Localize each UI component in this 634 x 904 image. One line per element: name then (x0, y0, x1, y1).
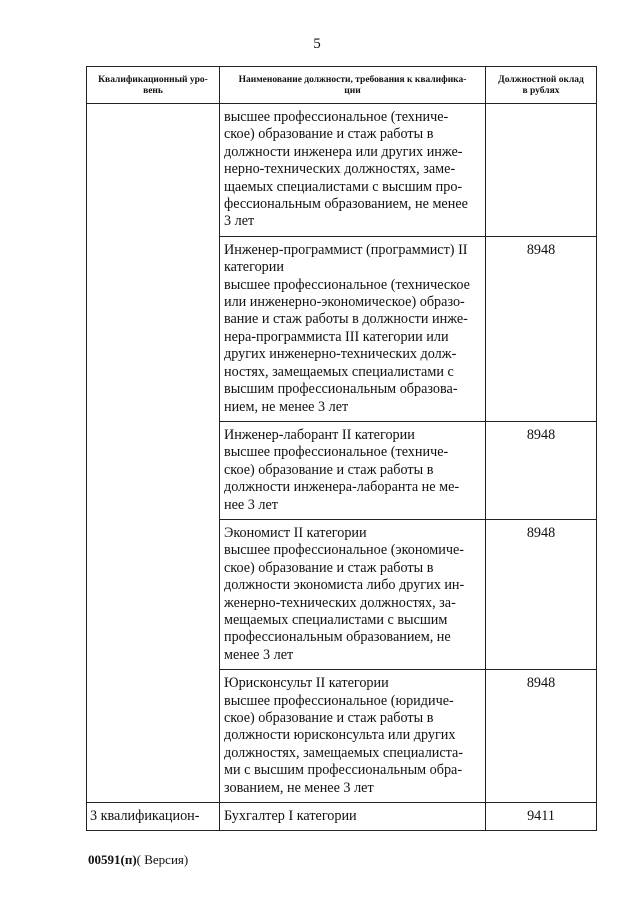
document-footer (88, 852, 188, 868)
requirement-text-line: фессиональным образованием, не менее (224, 196, 468, 213)
requirement-text-line: Бухгалтер I категории (224, 808, 357, 825)
table-row (87, 104, 597, 237)
requirement-text-line: менее 3 лет (224, 646, 294, 663)
salary-cell: 8948 (486, 519, 597, 669)
requirement-text-line: нием, не менее 3 лет (224, 398, 349, 415)
requirement-text-line: высшее профессиональное (техническое (224, 276, 470, 293)
requirement-text-line: Инженер-лаборант II категории (224, 426, 415, 443)
requirement-text-line: женерно-технических должностях, за- (224, 594, 456, 611)
requirements-cell (220, 236, 486, 421)
requirement-text-line: мещаемых специалистами с высшим (224, 611, 448, 628)
level-cell: 3 квалификацион- (87, 803, 220, 831)
requirement-text-line: высшее профессиональное (техниче- (224, 109, 449, 125)
salary-cell (486, 104, 597, 237)
salary-cell: 8948 (486, 670, 597, 803)
requirement-text-line: должности инженера или других инже- (224, 143, 463, 160)
requirement-text-line: Юрисконсульт II категории (224, 675, 389, 692)
requirement-text-line: других инженерно-технических долж- (224, 346, 457, 363)
requirement-text-line: должности юрисконсульта или других (224, 727, 456, 744)
header-level (87, 67, 220, 104)
requirement-text-line: профессиональным образованием, не (224, 629, 451, 646)
requirement-text-line: или инженерно-экономическое) образо- (224, 294, 465, 311)
requirement-text-line: Экономист II категории (224, 524, 367, 541)
qualification-table (86, 66, 597, 831)
header-position (220, 67, 486, 104)
header-salary (486, 67, 597, 104)
requirement-text-line: нее 3 лет (224, 496, 278, 513)
requirement-text-line: высшее профессиональное (техниче- (224, 444, 449, 461)
document-version: ( Версия) (136, 852, 189, 867)
header-text-line: Квалификационный уро- (98, 74, 208, 85)
table-header-row (87, 67, 597, 104)
table-row (87, 803, 597, 831)
requirement-text-line: ское) образование и стаж работы в (224, 126, 434, 143)
salary-cell: 9411 (486, 803, 597, 831)
requirement-text-line: должностях, замещаемых специалиста- (224, 744, 464, 761)
salary-cell: 8948 (486, 421, 597, 519)
requirement-text-line: должности инженера-лаборанта не ме- (224, 479, 460, 496)
salary-cell: 8948 (486, 236, 597, 421)
level-cell (87, 104, 220, 803)
header-text-line: в рублях (522, 85, 560, 96)
requirement-text-line: ское) образование и стаж работы в (224, 559, 434, 576)
requirements-cell (220, 670, 486, 803)
requirements-cell (220, 104, 486, 237)
requirement-text-line: вание и стаж работы в должности инже- (224, 311, 468, 328)
requirements-cell (220, 519, 486, 669)
document-code: 00591(п) (88, 852, 137, 867)
requirement-text-line: ское) образование и стаж работы в (224, 710, 434, 726)
requirement-text-line: ностях, замещаемых специалистами с (224, 363, 454, 380)
header-text-line: Должностной оклад (498, 74, 584, 85)
requirement-text-line: высшее профессиональное (экономиче- (224, 542, 464, 559)
requirement-text-line: ми с высшим профессиональным обра- (224, 762, 463, 779)
requirements-cell (220, 421, 486, 519)
page-number: 5 (313, 36, 321, 52)
requirement-text-line: ское) образование и стаж работы в (224, 461, 434, 478)
requirement-text-line: Инженер-программист (программист) II (224, 241, 468, 258)
requirement-text-line: должности экономиста либо других ин- (224, 577, 465, 594)
header-text-line: вень (143, 85, 163, 96)
requirement-text-line: щаемых специалистами с высшим про- (224, 178, 463, 195)
header-text-line: Наименование должности, требования к квалифика- (238, 74, 467, 85)
requirement-text-line: зованием, не менее 3 лет (224, 779, 374, 796)
header-text-line: ции (344, 85, 361, 96)
table-body (87, 104, 597, 831)
requirement-text-line: категории (224, 259, 284, 276)
requirements-cell (220, 803, 486, 831)
requirement-text-line: 3 лет (224, 213, 255, 230)
requirement-text-line: нера-программиста III категории или (224, 328, 449, 345)
requirement-text-line: нерно-технических должностях, заме- (224, 161, 456, 178)
requirement-text-line: высшим профессиональным образова- (224, 381, 458, 398)
requirement-text-line: высшее профессиональное (юридиче- (224, 692, 454, 709)
